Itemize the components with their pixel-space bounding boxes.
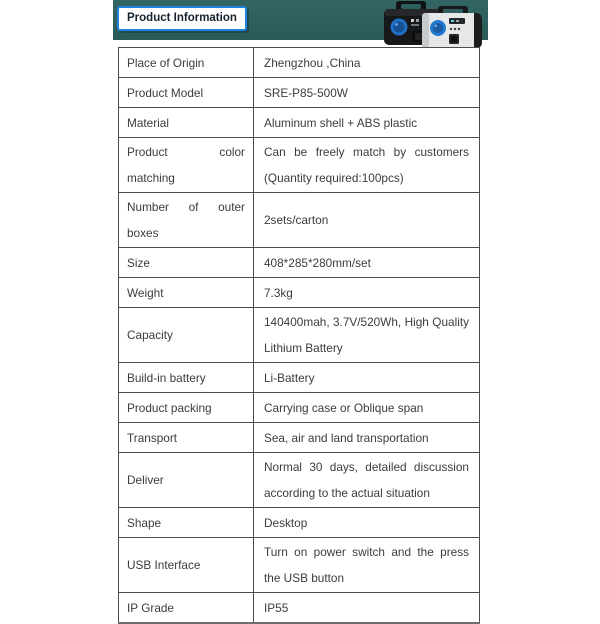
spec-label-cell: USB Interface	[119, 538, 254, 593]
table-row	[119, 393, 480, 423]
spec-label-cell: Product color matching	[119, 138, 254, 193]
table-row	[119, 423, 480, 453]
table-row	[119, 248, 480, 278]
spec-value-cell: 2sets/carton	[254, 193, 480, 248]
table-row	[119, 508, 480, 538]
spec-value-cell: 7.3kg	[254, 278, 480, 308]
spec-value-cell: Carrying case or Oblique span	[254, 393, 480, 423]
spec-label-cell: Build-in battery	[119, 363, 254, 393]
spec-label-cell: Number of outer boxes	[119, 193, 254, 248]
spec-value-cell: Aluminum shell + ABS plastic	[254, 108, 480, 138]
table-row	[119, 138, 480, 193]
spec-label-cell: IP Grade	[119, 593, 254, 624]
table-row	[119, 78, 480, 108]
spec-value-cell: Can be freely match by customers (Quantity required:100pcs)	[254, 138, 480, 193]
spec-value-cell: 408*285*280mm/set	[254, 248, 480, 278]
spec-value-cell: Desktop	[254, 508, 480, 538]
spec-value-cell: Normal 30 days, detailed discussion according to the actual situation	[254, 453, 480, 508]
spec-value-cell: 140400mah, 3.7V/520Wh, High Quality Lithium Battery	[254, 308, 480, 363]
product-photo	[380, 0, 490, 50]
table-row	[119, 538, 480, 593]
spec-label-cell: Product Model	[119, 78, 254, 108]
spec-value-cell: SRE-P85-500W	[254, 78, 480, 108]
spec-label-cell: Size	[119, 248, 254, 278]
spec-value-cell: Turn on power switch and the press the USB button	[254, 538, 480, 593]
table-row	[119, 278, 480, 308]
spec-label-cell: Transport	[119, 423, 254, 453]
table-row	[119, 48, 480, 78]
spec-value-cell: Zhengzhou ,China	[254, 48, 480, 78]
spec-label-cell: Shape	[119, 508, 254, 538]
spec-label-cell: Place of Origin	[119, 48, 254, 78]
table-row	[119, 453, 480, 508]
spec-value-cell: IP55	[254, 593, 480, 624]
spec-value-cell: Li-Battery	[254, 363, 480, 393]
table-row	[119, 363, 480, 393]
spec-label-cell: Product packing	[119, 393, 254, 423]
spec-label-cell: Material	[119, 108, 254, 138]
table-row	[119, 593, 480, 624]
table-row	[119, 108, 480, 138]
spec-label-cell: Capacity	[119, 308, 254, 363]
spec-label-cell: Weight	[119, 278, 254, 308]
table-row	[119, 308, 480, 363]
table-row	[119, 193, 480, 248]
spec-label-cell: Deliver	[119, 453, 254, 508]
product-info-table-body	[119, 48, 480, 624]
product-information-badge: Product Information	[117, 6, 247, 31]
spec-value-cell: Sea, air and land transportation	[254, 423, 480, 453]
product-info-table	[118, 47, 480, 624]
